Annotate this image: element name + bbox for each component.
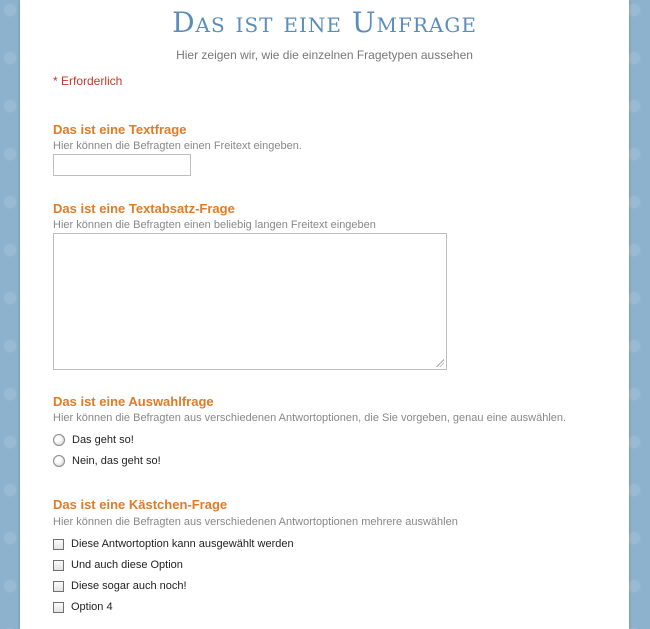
question-help-choice: Hier können die Befragten aus verschiedenen Antwortoptionen, die Sie vorgeben, genau eine auswählen. bbox=[53, 412, 567, 424]
checkbox-option[interactable] bbox=[53, 580, 187, 592]
radio-button[interactable] bbox=[53, 455, 65, 467]
checkbox-option[interactable] bbox=[53, 559, 183, 571]
question-help-text: Hier können die Befragten einen Freitext eingeben. bbox=[53, 140, 302, 152]
checkbox-option-label: Option 4 bbox=[71, 601, 113, 613]
form-panel bbox=[20, 0, 629, 629]
radio-option-label: Nein, das geht so! bbox=[72, 455, 161, 467]
required-note: * Erforderlich bbox=[53, 74, 123, 88]
paragraph-answer-textarea[interactable] bbox=[53, 233, 447, 370]
radio-button[interactable] bbox=[53, 434, 65, 446]
question-title-checkbox: Das ist eine Kästchen-Frage bbox=[53, 497, 228, 512]
checkbox-option-label: Diese Antwortoption kann ausgewählt werden bbox=[71, 538, 294, 550]
radio-option-label: Das geht so! bbox=[72, 434, 134, 446]
checkbox[interactable] bbox=[53, 581, 64, 592]
question-title-choice: Das ist eine Auswahlfrage bbox=[53, 394, 214, 409]
radio-option[interactable] bbox=[53, 434, 134, 446]
radio-option[interactable] bbox=[53, 455, 161, 467]
checkbox[interactable] bbox=[53, 539, 64, 550]
question-help-checkbox: Hier können die Befragten aus verschiedenen Antwortoptionen mehrere auswählen bbox=[53, 516, 458, 528]
checkbox-option[interactable] bbox=[53, 538, 294, 550]
resize-handle-icon[interactable] bbox=[436, 359, 444, 367]
form-title: Das ist eine Umfrage bbox=[172, 6, 477, 39]
question-title-text: Das ist eine Textfrage bbox=[53, 122, 187, 137]
question-help-paragraph: Hier können die Befragten einen beliebig langen Freitext eingeben bbox=[53, 219, 376, 231]
text-answer-input[interactable] bbox=[53, 154, 191, 176]
form-subtitle: Hier zeigen wir, wie die einzelnen Fragetypen aussehen bbox=[176, 48, 473, 62]
checkbox-option-label: Und auch diese Option bbox=[71, 559, 183, 571]
checkbox[interactable] bbox=[53, 560, 64, 571]
question-title-paragraph: Das ist eine Textabsatz-Frage bbox=[53, 201, 235, 216]
checkbox-option[interactable] bbox=[53, 601, 113, 613]
checkbox-option-label: Diese sogar auch noch! bbox=[71, 580, 187, 592]
checkbox[interactable] bbox=[53, 602, 64, 613]
